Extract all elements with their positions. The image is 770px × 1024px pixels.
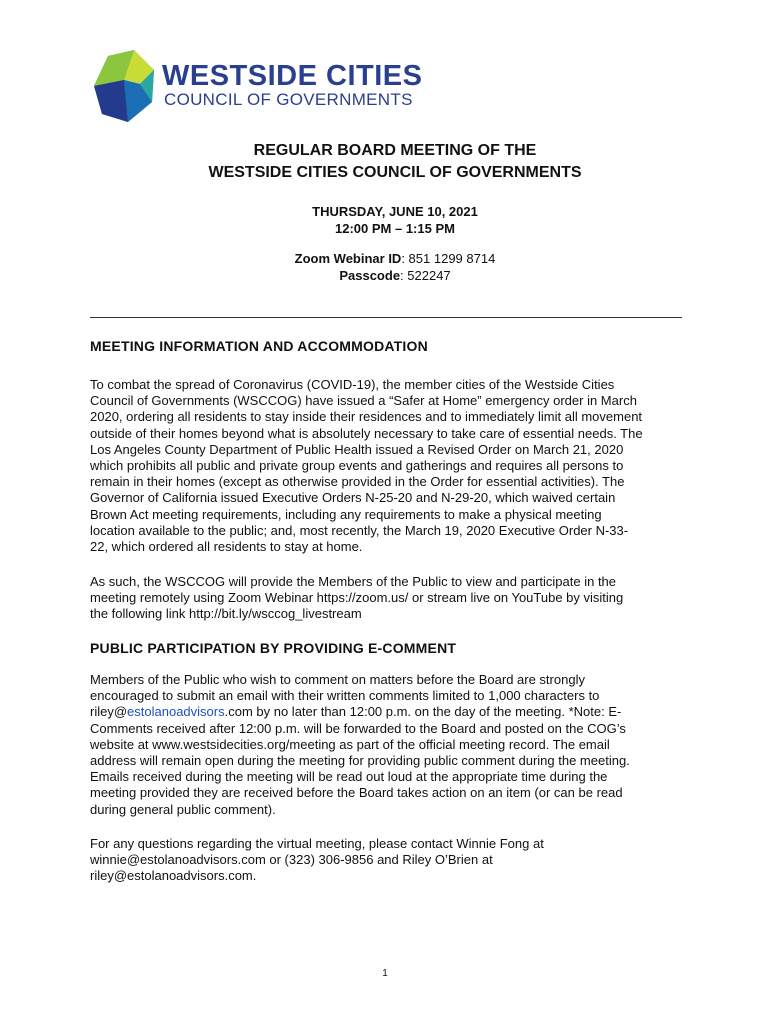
text-line: address will remain open during the meeting for providing public comment during the meeting. <box>90 753 630 769</box>
text-line: meeting provided they are received before the Board takes action on an item (or can be read <box>90 785 623 801</box>
public-participation-paragraph-1 <box>90 672 690 818</box>
email-link[interactable]: estolanoadvisors <box>127 704 225 720</box>
text-line: Governor of California issued Executive Orders N-25-20 and N-29-20, which waived certain <box>90 490 616 506</box>
text-line: remain in their homes (except as otherwise provided in the Order for essential activities). The <box>90 474 625 490</box>
passcode <box>90 267 700 284</box>
meeting-title-line-1: REGULAR BOARD MEETING OF THE <box>253 142 537 159</box>
text-line: during general public comment). <box>90 801 276 817</box>
text-line: To combat the spread of Coronavirus (COVID-19), the member cities of the Westside Cities <box>90 377 615 392</box>
text-line: Brown Act meeting requirements, including any requirements to make a physical meeting <box>90 506 602 522</box>
passcode-value: : 522247 <box>400 268 451 283</box>
text-line: Comments received after 12:00 p.m. will be forwarded to the Board and posted on the COG’s <box>90 720 626 736</box>
text-line: the following link http://bit.ly/wsccog_livestream <box>90 606 362 622</box>
text-line: location available to the public; and, most recently, the March 19, 2020 Executive Order N-33- <box>90 522 629 538</box>
meeting-date: THURSDAY, JUNE 10, 2021 <box>312 204 478 219</box>
text-line: which prohibits all public and private group events and gatherings and requires all persons to <box>90 458 624 474</box>
text-line: meeting remotely using Zoom Webinar https://zoom.us/ or stream live on YouTube by visiting <box>90 590 624 606</box>
text-line: Emails received during the meeting will be read out loud at the appropriate time during the <box>90 769 608 785</box>
meeting-time: 12:00 PM – 1:15 PM <box>335 221 455 236</box>
text-line: encouraged to submit an email with their written comments limited to 1,000 characters to <box>90 688 600 704</box>
zoom-label: Zoom Webinar ID <box>294 251 402 266</box>
meeting-info-paragraph-2 <box>90 574 690 623</box>
meeting-info-paragraph-1 <box>90 377 690 555</box>
passcode-label: Passcode <box>339 268 401 283</box>
section-heading-meeting-info: MEETING INFORMATION AND ACCOMMODATION <box>90 338 428 354</box>
wsccog-logo-mark-icon <box>94 50 156 130</box>
text-line: winnie@estolanoadvisors.com or (323) 306-9856 and Riley O’Brien at <box>90 852 493 868</box>
text-line: riley@estolanoadvisors.com. <box>90 868 257 884</box>
text-line: As such, the WSCCOG will provide the Members of the Public to view and participate in the <box>90 574 617 589</box>
zoom-webinar-id <box>90 250 700 267</box>
email-prefix: riley@ <box>90 704 128 720</box>
meeting-title-line-2: WESTSIDE CITIES COUNCIL OF GOVERNMENTS <box>208 164 582 181</box>
text-line: Members of the Public who wish to comment on matters before the Board are strongly <box>90 672 585 687</box>
text-line: 2020, ordering all residents to stay inside their residences and to immediately limit all movement <box>90 409 643 425</box>
text-line: website at www.westsidecities.org/meeting as part of the official meeting record. The email <box>90 736 610 752</box>
text-line: Council of Governments (WSCCOG) have issued a “Safer at Home” emergency order in March <box>90 393 637 409</box>
text-line: outside of their homes beyond what is absolutely necessary to take care of essential needs. The <box>90 425 643 441</box>
email-suffix: .com by no later than 12:00 p.m. on the day of the meeting. *Note: E- <box>224 704 622 720</box>
wsccog-logo <box>94 50 423 130</box>
zoom-value: : 851 1299 8714 <box>401 251 496 266</box>
text-line: 22, which ordered all residents to stay at home. <box>90 539 363 555</box>
text-line: Los Angeles County Department of Public Health issued a Revised Order on March 21, 2020 <box>90 441 624 457</box>
page-number: 1 <box>382 968 388 979</box>
section-heading-public-participation: PUBLIC PARTICIPATION BY PROVIDING E-COMMENT <box>90 640 457 656</box>
divider <box>90 317 682 318</box>
logo-subtitle: COUNCIL OF GOVERNMENTS <box>164 90 413 109</box>
text-line: For any questions regarding the virtual meeting, please contact Winnie Fong at <box>90 836 544 851</box>
public-participation-paragraph-2 <box>90 836 690 885</box>
logo-title: WESTSIDE CITIES <box>162 60 423 92</box>
text-line-with-email <box>90 704 690 720</box>
